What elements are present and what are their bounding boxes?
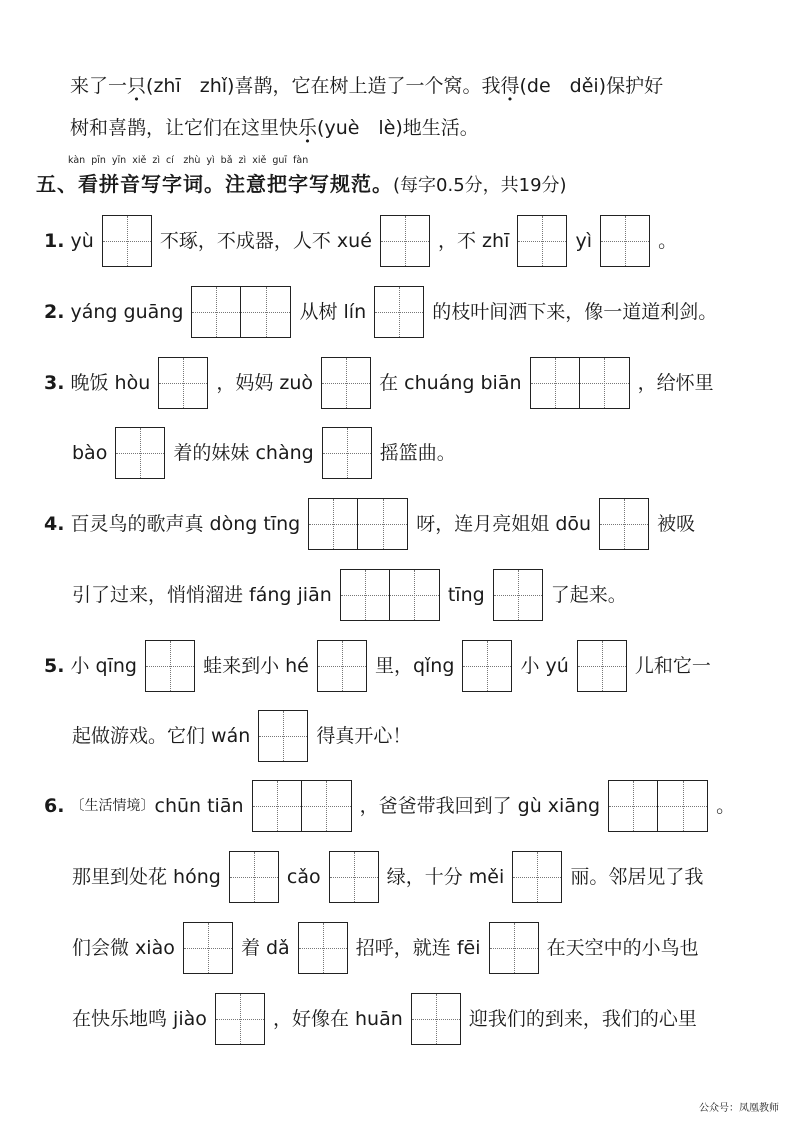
question-6-line-3: 们会微 xiào 着 dǎ 招呼，就连 fēi 在天空中的小鸟也 <box>72 922 699 974</box>
writing-box[interactable] <box>191 286 291 338</box>
question-5-line-2: 起做游戏。它们 wán 得真开心！ <box>72 710 411 762</box>
section-title: 五、看拼音写字词。注意把字写规范。 <box>36 172 393 196</box>
writing-box[interactable] <box>493 569 543 621</box>
passage-line-2: 树和喜鹊，让它们在这里快乐(yuè lè)地生活。 <box>70 117 479 139</box>
writing-box[interactable] <box>340 569 440 621</box>
question-4-line-2: 引了过来，悄悄溜进 fáng jiān tīng 了起来。 <box>72 569 627 621</box>
writing-box[interactable] <box>577 640 627 692</box>
writing-box[interactable] <box>102 215 152 267</box>
question-3-line-2: bào 着的妹妹 chàng 摇篮曲。 <box>72 427 456 479</box>
writing-box[interactable] <box>317 640 367 692</box>
writing-box[interactable] <box>158 357 208 409</box>
writing-box[interactable] <box>462 640 512 692</box>
writing-box[interactable] <box>608 780 708 832</box>
context-tag: 〔生活情境〕 <box>70 798 155 814</box>
question-4: 4. 百灵鸟的歌声真 dòng tīng 呀，连月亮姐姐 dōu 被吸 <box>44 498 695 550</box>
writing-box[interactable] <box>599 498 649 550</box>
question-1: 1. yù 不琢，不成器，人不 xué ，不 zhī yì 。 <box>44 215 677 267</box>
writing-box[interactable] <box>298 922 348 974</box>
writing-box[interactable] <box>115 427 165 479</box>
writing-box[interactable] <box>252 780 352 832</box>
writing-box[interactable] <box>512 851 562 903</box>
writing-box[interactable] <box>322 427 372 479</box>
question-6: 6. 〔生活情境〕chūn tiān ，爸爸带我回到了 gù xiāng 。 <box>44 780 735 832</box>
question-5: 5. 小 qīng 蛙来到小 hé 里，qǐng 小 yú 儿和它一 <box>44 640 711 692</box>
writing-box[interactable] <box>229 851 279 903</box>
writing-box[interactable] <box>374 286 424 338</box>
writing-box[interactable] <box>215 993 265 1045</box>
dotted-char: 乐 <box>298 117 318 139</box>
section-heading <box>36 155 567 197</box>
section-score: (每字0.5分，共19分) <box>393 175 567 196</box>
footer-credit: 公众号：凤凰教师 <box>699 1103 779 1114</box>
dotted-char: 只 <box>127 75 147 97</box>
writing-box[interactable] <box>517 215 567 267</box>
question-6-line-2: 那里到处花 hóng cǎo 绿，十分 měi 丽。邻居见了我 <box>72 851 703 903</box>
writing-box[interactable] <box>600 215 650 267</box>
writing-box[interactable] <box>183 922 233 974</box>
passage-line-1: 来了一只(zhī zhǐ)喜鹊，它在树上造了一个窝。我得(de děi)保护好 <box>70 75 664 97</box>
heading-pinyin: kàn pīn yīn xiě zì cí zhù yì bǎ zì xiě guī fàn <box>68 155 309 166</box>
writing-box[interactable] <box>145 640 195 692</box>
question-6-line-4: 在快乐地鸣 jiào ，好像在 huān 迎我们的到来，我们的心里 <box>72 993 697 1045</box>
question-3: 3. 晚饭 hòu ，妈妈 zuò 在 chuáng biān ，给怀里 <box>44 357 714 409</box>
writing-box[interactable] <box>258 710 308 762</box>
writing-box[interactable] <box>530 357 630 409</box>
writing-box[interactable] <box>380 215 430 267</box>
writing-box[interactable] <box>489 922 539 974</box>
writing-box[interactable] <box>411 993 461 1045</box>
writing-box[interactable] <box>321 357 371 409</box>
question-2: 2. yáng guāng 从树 lín 的枝叶间洒下来，像一道道利剑。 <box>44 286 717 338</box>
writing-box[interactable] <box>329 851 379 903</box>
writing-box[interactable] <box>308 498 408 550</box>
dotted-char: 得 <box>500 75 520 97</box>
